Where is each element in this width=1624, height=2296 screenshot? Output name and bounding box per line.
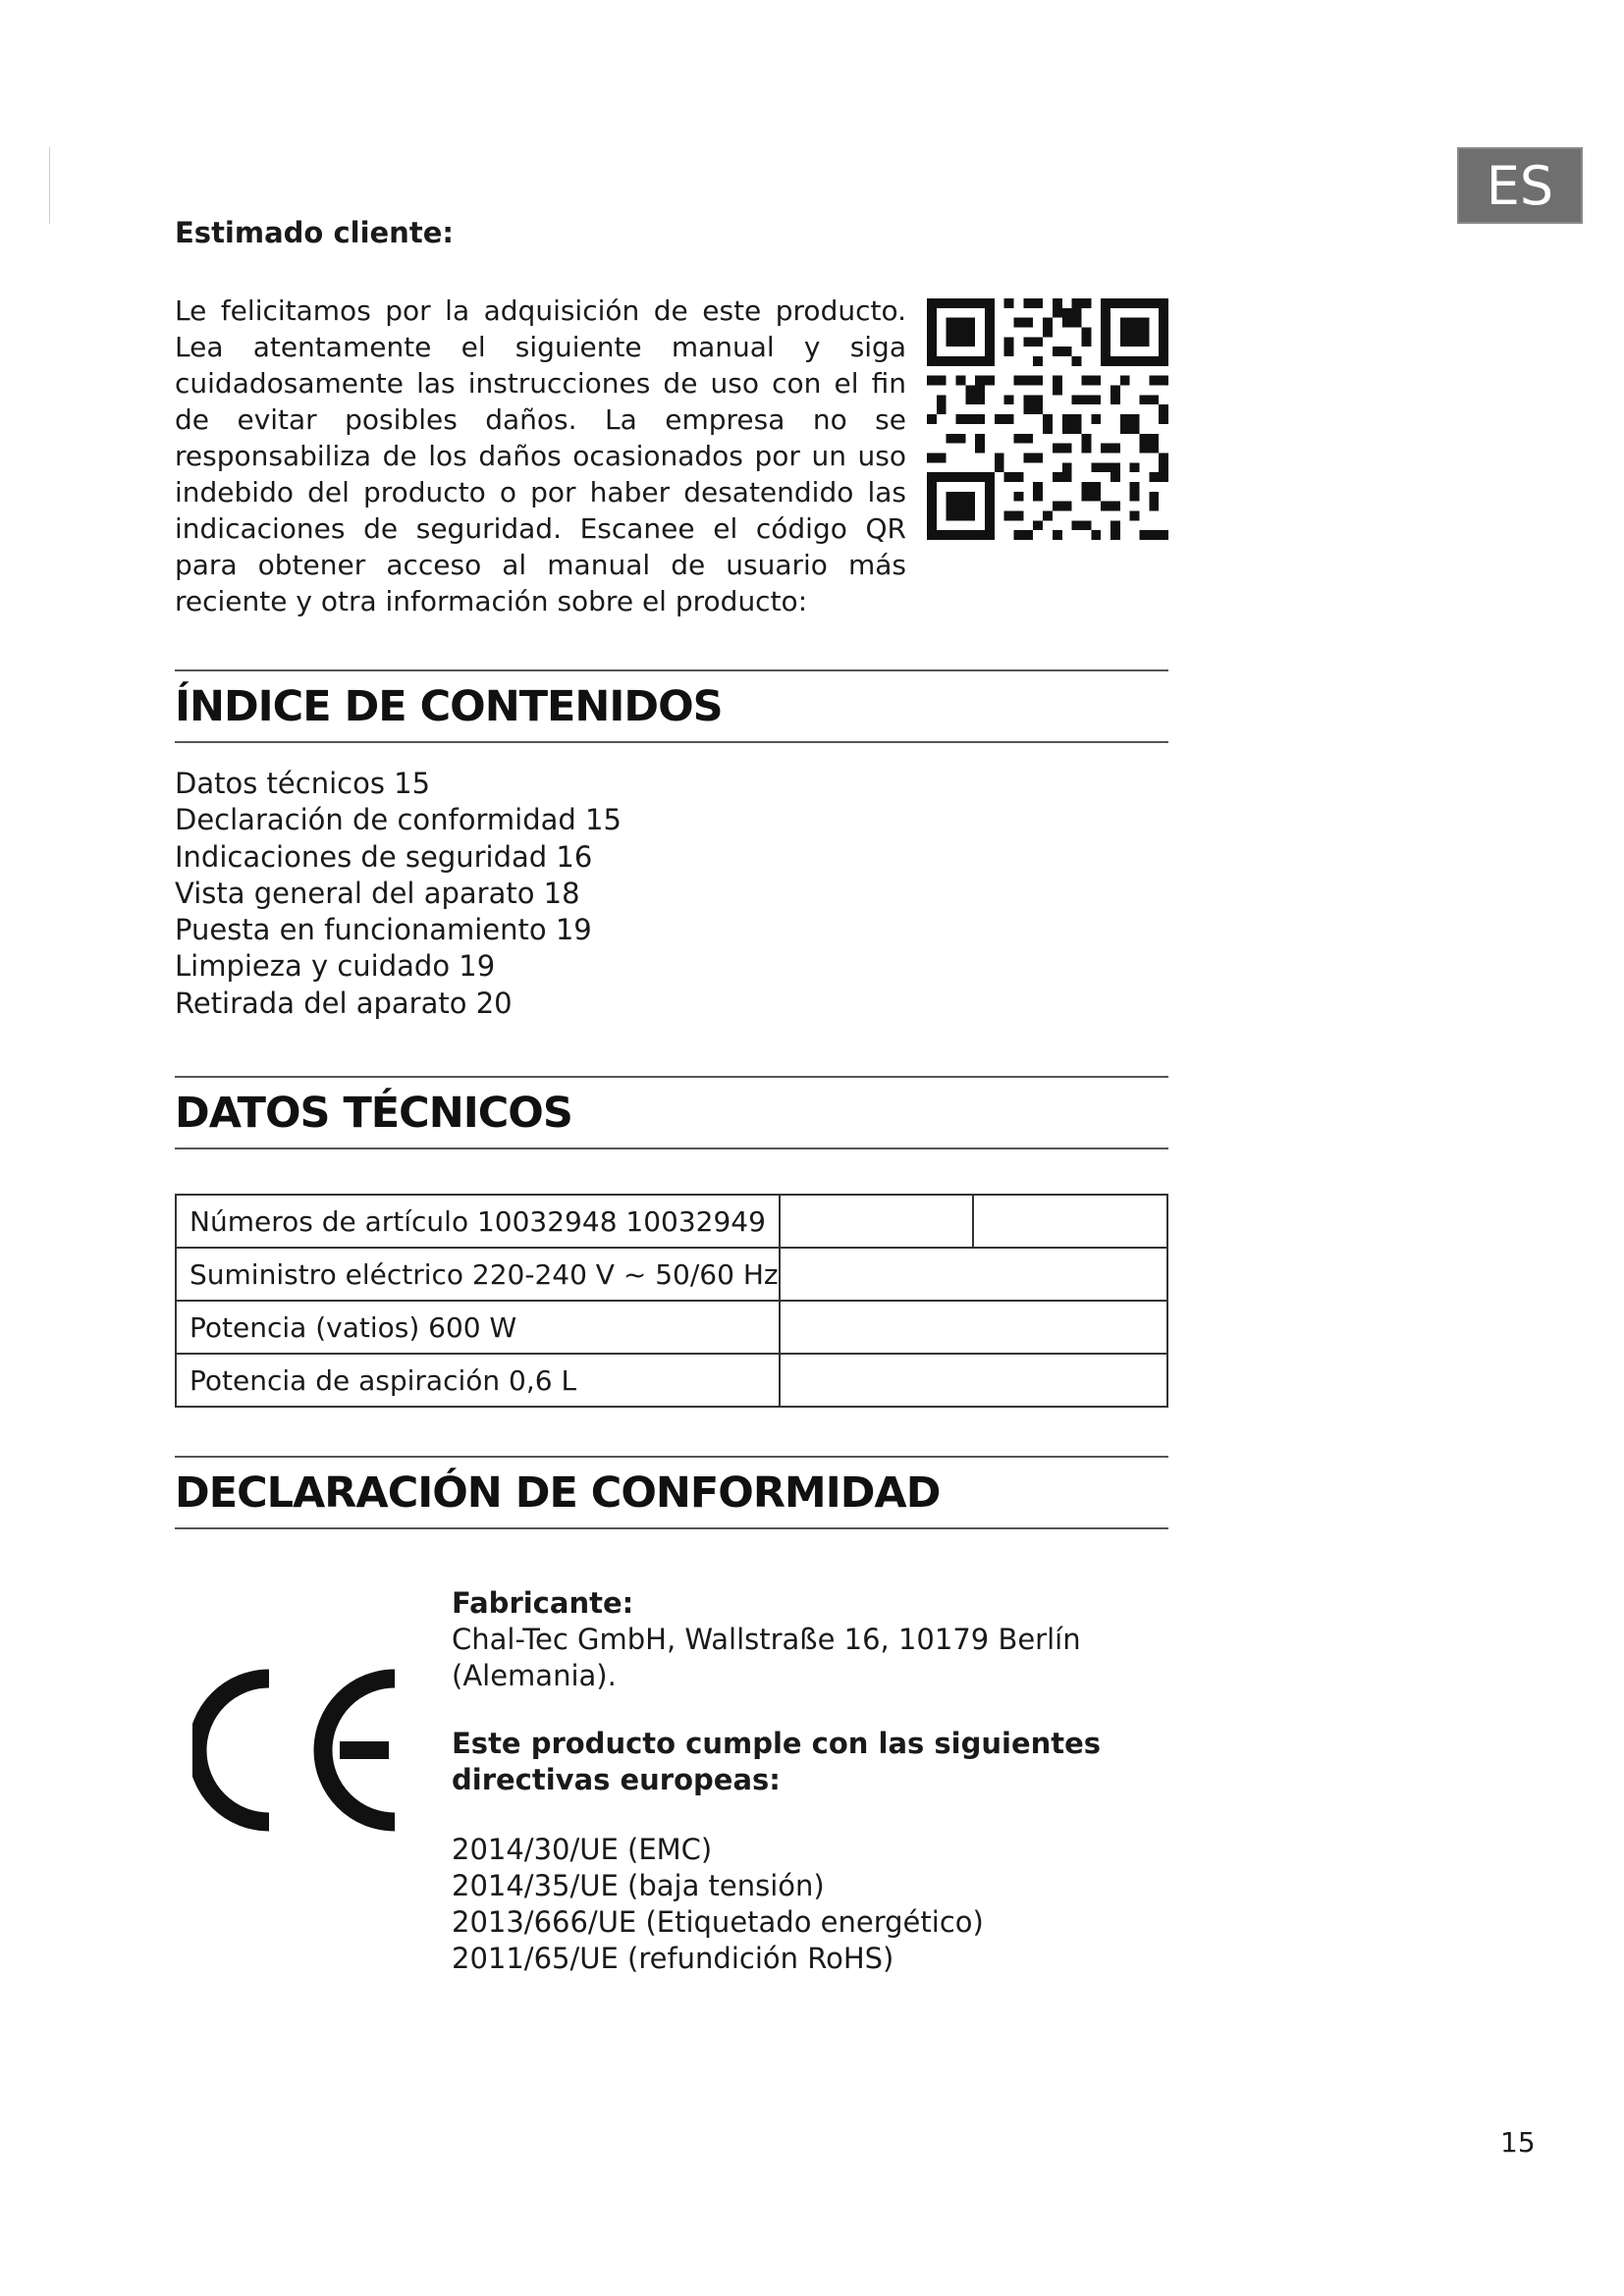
ce-mark-icon [192, 1669, 416, 1832]
directive-item: 2013/666/UE (Etiquetado energético) [452, 1905, 984, 1939]
toc-item: Indicaciones de seguridad 16 [175, 839, 593, 874]
qr-code-icon [927, 298, 1168, 540]
toc-item: Limpieza y cuidado 19 [175, 949, 496, 984]
table-row [176, 1195, 1167, 1248]
directive-item: 2011/65/UE (refundición RoHS) [452, 1942, 894, 1975]
page-number: 15 [1500, 2126, 1536, 2159]
conformity-heading: DECLARACIÓN DE CONFORMIDAD [175, 1456, 1168, 1529]
spec-power: Potencia (vatios) 600 W [189, 1310, 517, 1344]
spec-suction-capacity: Potencia de aspiración 0,6 L [189, 1363, 577, 1397]
directive-item: 2014/30/UE (EMC) [452, 1833, 713, 1866]
table-cell [780, 1195, 974, 1248]
language-tab: ES [1457, 147, 1583, 224]
index-heading: ÍNDICE DE CONTENIDOS [175, 669, 1168, 743]
toc-item: Retirada del aparato 20 [175, 986, 513, 1020]
directives-list [452, 1832, 1178, 1977]
spec-power-supply: Suministro eléctrico 220-240 V ~ 50/60 Hz [189, 1257, 779, 1291]
toc-item: Datos técnicos 15 [175, 767, 431, 800]
technical-data-heading: DATOS TÉCNICOS [175, 1076, 1168, 1149]
directives-title: Este producto cumple con las siguientes directivas europeas: [452, 1727, 1102, 1796]
table-row [176, 1248, 1167, 1301]
manufacturer-label: Fabricante: [452, 1586, 634, 1620]
toc-item: Vista general del aparato 18 [175, 876, 580, 910]
greeting: Estimado cliente: [175, 216, 454, 249]
conformity-text [452, 1585, 1178, 1977]
table-row [176, 1301, 1167, 1354]
table-cell [973, 1195, 1167, 1248]
manufacturer-address: Chal-Tec GmbH, Wallstraße 16, 10179 Berlín (Alemania). [452, 1623, 1081, 1692]
table-cell [780, 1248, 1167, 1301]
table-cell [176, 1195, 780, 1248]
table-of-contents [175, 766, 1168, 1022]
directive-item: 2014/35/UE (baja tensión) [452, 1869, 825, 1902]
table-row [176, 1354, 1167, 1407]
intro-section [175, 293, 1168, 619]
table-cell [176, 1248, 780, 1301]
table-cell [176, 1354, 780, 1407]
intro-text: Le felicitamos por la adquisición de este producto. Lea atentamente el siguiente manual y siga cuidadosamente las instrucciones de uso con el fin de evitar posibles daños. La empresa no se responsabiliza de los daños ocasionados por un uso indebido del producto o por haber desatendido las indicaciones de seguridad. Escanee el código QR para obtener acceso al manual de usuario más reciente y otra información sobre el producto: [175, 294, 906, 617]
spec-article-numbers: Números de artículo 10032948 10032949 [189, 1204, 766, 1238]
margin-rule [49, 147, 50, 224]
table-cell [780, 1301, 1167, 1354]
toc-item: Puesta en funcionamiento 19 [175, 913, 592, 947]
technical-data-table [175, 1194, 1168, 1408]
toc-item: Declaración de conformidad 15 [175, 803, 622, 837]
table-cell [176, 1301, 780, 1354]
table-cell [780, 1354, 1167, 1407]
